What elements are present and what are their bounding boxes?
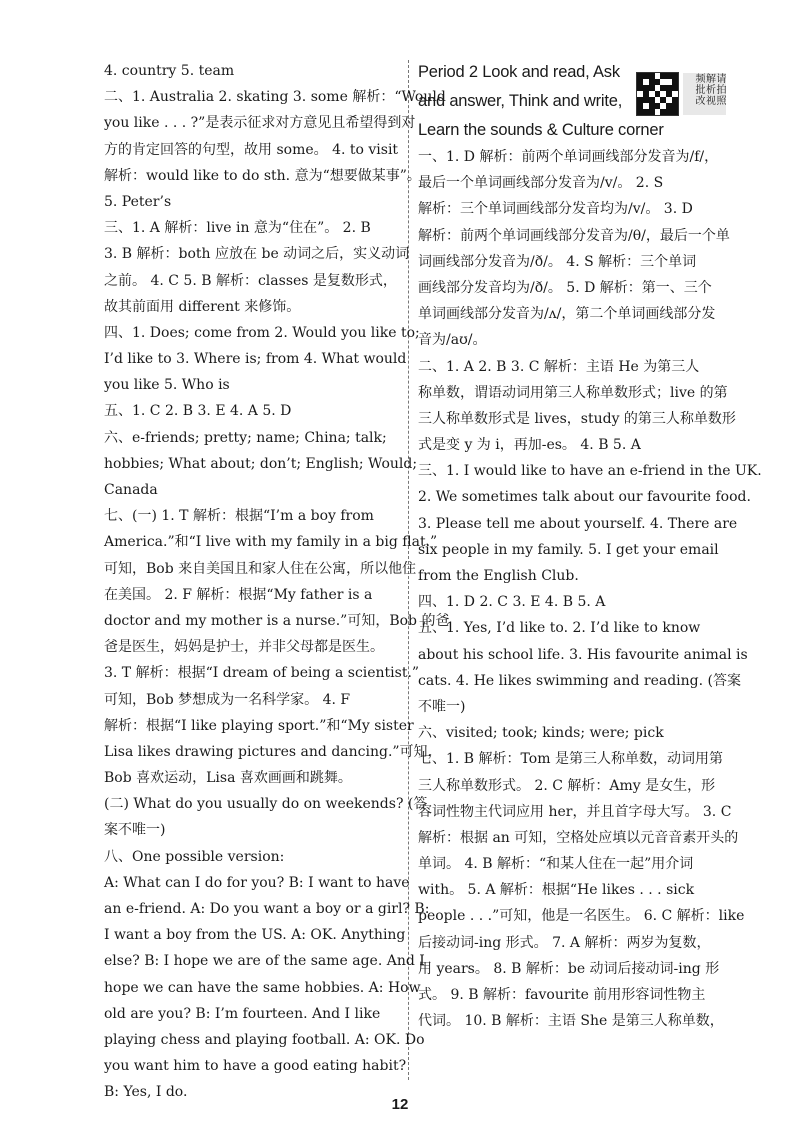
text-line: 八、One possible version: bbox=[104, 848, 285, 865]
text-line: 四、1. Does; come from 2. Would you like to; bbox=[104, 324, 420, 341]
text-line: 单词。 4. B 解析：“和某人住在一起”用介词 bbox=[418, 856, 694, 873]
text-line: 解析：前两个单词画线部分发音为/θ/，最后一个单 bbox=[418, 227, 730, 244]
text-line: hope we can have the same hobbies. A: How bbox=[104, 979, 421, 996]
text-line: 解析：根据 an 可知，空格处应填以元音音素开头的 bbox=[418, 829, 739, 846]
text-line: an e-friend. A: Do you want a boy or a girl? B: bbox=[104, 901, 430, 917]
text-line: else? B: I hope we are of the same age. And I bbox=[104, 953, 425, 970]
right-column bbox=[418, 58, 762, 1034]
text-line: 五、1. Yes, I’d like to. 2. I’d like to know bbox=[418, 620, 701, 637]
text-line: 代词。 10. B 解析：主语 She 是第三人称单数， bbox=[418, 1013, 724, 1030]
section-title-line: Period 2 Look and read, Ask bbox=[418, 63, 620, 81]
text-line: 二、1. Australia 2. skating 3. some 解析：“Would bbox=[104, 89, 446, 106]
text-line: playing chess and playing football. A: OK. Do bbox=[104, 1031, 425, 1048]
text-line: 之前。 4. C 5. B 解析：classes 是复数形式， bbox=[104, 272, 397, 289]
text-line: 三人称单数形式。 2. C 解析：Amy 是女生，形 bbox=[418, 777, 716, 794]
text-line: you want him to have a good eating habit? bbox=[104, 1058, 407, 1075]
text-line: (二) What do you usually do on weekends? (答 bbox=[104, 796, 428, 813]
qr-label: 请拍照解析视频批改 bbox=[683, 73, 726, 115]
section-title-line: and answer, Think and write, bbox=[418, 92, 623, 110]
text-line: 式。 9. B 解析：favourite 前用形容词性物主 bbox=[418, 987, 706, 1003]
page-number: 12 bbox=[391, 1096, 409, 1113]
text-line: 后接动词-ing 形式。 7. A 解析：两岁为复数， bbox=[418, 934, 711, 951]
text-line: people . . .”可知，他是一名医生。 6. C 解析：like bbox=[418, 908, 745, 925]
text-line: 解析：根据“I like playing sport.”和“My sister bbox=[104, 717, 414, 734]
text-line: 容词性物主代词应用 her，并且首字母大写。 3. C bbox=[418, 803, 732, 820]
text-line: A: What can I do for you? B: I want to have bbox=[104, 874, 410, 891]
text-line: 称单数，谓语动词用第三人称单数形式；live 的第 bbox=[418, 384, 728, 401]
text-line: 画线部分发音均为/ð/。 5. D 解析：第一、三个 bbox=[418, 279, 712, 296]
text-line: about his school life. 3. His favourite animal is bbox=[418, 646, 748, 663]
text-line: 一、1. D 解析：前两个单词画线部分发音为/f/， bbox=[418, 149, 719, 165]
text-line: Bob 喜欢运动，Lisa 喜欢画画和跳舞。 bbox=[104, 770, 352, 787]
text-line: 3. T 解析：根据“I dream of being a scientist.” bbox=[104, 665, 420, 682]
text-line: 二、1. A 2. B 3. C 解析：主语 He 为第三人 bbox=[418, 358, 700, 375]
text-line: 解析：三个单词画线部分发音均为/v/。 3. D bbox=[418, 201, 693, 218]
text-line: 三、1. I would like to have an e-friend in the UK. bbox=[418, 463, 762, 480]
text-line: 3. B 解析：both 应放在 be 动词之后，实义动词 bbox=[104, 246, 410, 263]
text-line: 案不唯一) bbox=[104, 822, 166, 839]
text-line: 五、1. C 2. B 3. E 4. A 5. D bbox=[104, 403, 292, 420]
text-line: 可知，Bob 梦想成为一名科学家。 4. F bbox=[104, 691, 351, 708]
text-line: I’d like to 3. Where is; from 4. What would bbox=[104, 351, 407, 368]
text-line: 在美国。 2. F 解析：根据“My father is a bbox=[104, 586, 373, 603]
text-line: 七、(一) 1. T 解析：根据“I’m a boy from bbox=[104, 508, 374, 525]
text-line: B: Yes, I do. bbox=[104, 1084, 188, 1101]
text-line: 三、1. A 解析：live in 意为“住在”。 2. B bbox=[104, 220, 371, 237]
text-line: America.”和“I live with my family in a big flat.” bbox=[104, 534, 438, 551]
text-line: cats. 4. He likes swimming and reading. (答案 bbox=[418, 672, 741, 689]
text-line: hobbies; What about; don’t; English; Would; bbox=[104, 455, 418, 472]
text-line: I want a boy from the US. A: OK. Anything bbox=[104, 927, 406, 944]
text-line: 爸是医生，妈妈是护士，并非父母都是医生。 bbox=[104, 639, 384, 656]
text-line: 3. Please tell me about yourself. 4. There are bbox=[418, 515, 738, 532]
text-line: you like . . . ?”是表示征求对方意见且希望得到对 bbox=[104, 115, 416, 132]
text-line: 2. We sometimes talk about our favourite food. bbox=[418, 489, 751, 506]
text-line: 故其前面用 different 来修饰。 bbox=[104, 298, 301, 315]
text-line: Lisa likes drawing pictures and dancing.”可知， bbox=[104, 743, 442, 760]
text-line: 三人称单数形式是 lives，study 的第三人称单数形 bbox=[418, 410, 736, 427]
text-line: 六、e-friends; pretty; name; China; talk; bbox=[104, 429, 387, 446]
text-line: 四、1. D 2. C 3. E 4. B 5. A bbox=[418, 594, 606, 611]
text-line: 式是变 y 为 i，再加-es。 4. B 5. A bbox=[418, 437, 641, 454]
text-line: old are you? B: I’m fourteen. And I like bbox=[104, 1005, 381, 1022]
text-line: six people in my family. 5. I get your email bbox=[418, 541, 719, 558]
text-line: 六、visited; took; kinds; were; pick bbox=[418, 725, 664, 742]
qr-code-icon bbox=[636, 72, 679, 116]
text-line: 用 years。 8. B 解析：be 动词后接动词-ing 形 bbox=[418, 960, 720, 977]
qr-code-block[interactable] bbox=[636, 72, 726, 116]
text-line: 不唯一) bbox=[418, 698, 466, 715]
text-line: Canada bbox=[104, 482, 158, 498]
text-line: 七、1. B 解析：Tom 是第三人称单数，动词用第 bbox=[418, 751, 723, 768]
text-line: 4. country 5. team bbox=[104, 63, 235, 79]
text-line: 5. Peter’s bbox=[104, 193, 172, 210]
text-line: 方的肯定回答的句型，故用 some。 4. to visit bbox=[104, 141, 399, 158]
text-line: from the English Club. bbox=[418, 568, 579, 584]
text-line: 解析：would like to do sth. 意为“想要做某事”。 bbox=[104, 167, 421, 184]
text-line: 最后一个单词画线部分发音为/v/。 2. S bbox=[418, 175, 664, 192]
text-line: doctor and my mother is a nurse.”可知，Bob 的爸 bbox=[104, 612, 450, 629]
text-line: 单词画线部分发音为/ʌ/，第二个单词画线部分发 bbox=[418, 306, 716, 323]
text-line: 音为/aʊ/。 bbox=[418, 332, 487, 349]
section-header bbox=[418, 58, 725, 144]
section-title-line: Learn the sounds & Culture corner bbox=[418, 121, 664, 139]
text-line: with。 5. A 解析：根据“He likes . . . sick bbox=[418, 882, 695, 899]
text-line: 词画线部分发音为/ð/。 4. S 解析：三个单词 bbox=[418, 253, 697, 270]
text-line: 可知，Bob 来自美国且和家人住在公寓，所以他住 bbox=[104, 560, 417, 577]
text-line: you like 5. Who is bbox=[104, 377, 230, 394]
